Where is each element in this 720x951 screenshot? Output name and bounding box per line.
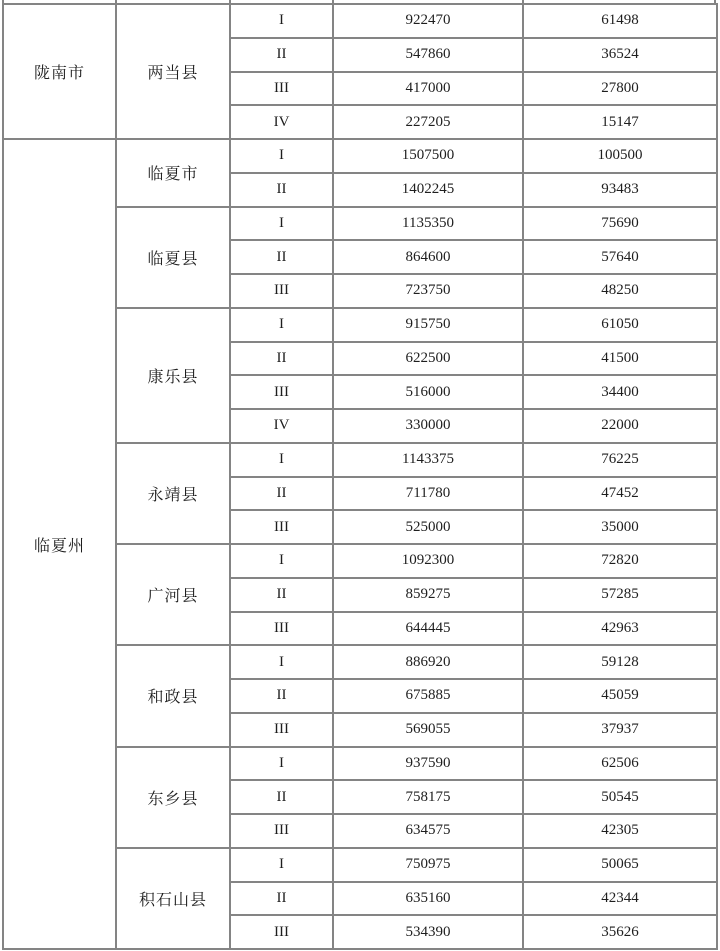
value-col2-cell: 62506 (523, 747, 717, 781)
grade-cell: II (230, 882, 333, 916)
grade-cell: I (230, 544, 333, 578)
value-col1-cell: 1402245 (333, 173, 523, 207)
value-col1-cell: 723750 (333, 274, 523, 308)
value-col1-cell: 417000 (333, 72, 523, 106)
value-col1-cell: 758175 (333, 780, 523, 814)
value-col1-cell: 1092300 (333, 544, 523, 578)
grade-cell: I (230, 139, 333, 173)
value-col2-cell: 59128 (523, 645, 717, 679)
value-col2-cell: 57640 (523, 240, 717, 274)
value-col2-cell: 35000 (523, 510, 717, 544)
value-col1-cell: 922470 (333, 4, 523, 38)
grade-cell: III (230, 375, 333, 409)
value-col1-cell: 1135350 (333, 207, 523, 241)
grade-cell: III (230, 713, 333, 747)
region-cell: 陇南市 (3, 4, 116, 139)
value-col1-cell: 569055 (333, 713, 523, 747)
grade-cell: II (230, 173, 333, 207)
value-col1-cell: 675885 (333, 679, 523, 713)
value-col2-cell: 100500 (523, 139, 717, 173)
region-cell: 临夏州 (3, 139, 116, 949)
county-cell: 东乡县 (116, 747, 230, 848)
county-cell: 临夏市 (116, 139, 230, 207)
grade-cell: II (230, 38, 333, 72)
value-col2-cell: 45059 (523, 679, 717, 713)
value-col2-cell: 27800 (523, 72, 717, 106)
grade-cell: II (230, 780, 333, 814)
value-col1-cell: 635160 (333, 882, 523, 916)
value-col1-cell: 547860 (333, 38, 523, 72)
county-cell: 和政县 (116, 645, 230, 746)
value-col1-cell: 227205 (333, 105, 523, 139)
value-col2-cell: 75690 (523, 207, 717, 241)
value-col2-cell: 61050 (523, 308, 717, 342)
grade-cell: III (230, 72, 333, 106)
value-col1-cell: 516000 (333, 375, 523, 409)
value-col2-cell: 72820 (523, 544, 717, 578)
grade-cell: I (230, 747, 333, 781)
value-col1-cell: 1507500 (333, 139, 523, 173)
value-col1-cell: 711780 (333, 477, 523, 511)
grade-cell: II (230, 578, 333, 612)
value-col2-cell: 93483 (523, 173, 717, 207)
compensation-table (2, 3, 718, 950)
county-cell: 临夏县 (116, 207, 230, 308)
grade-cell: IV (230, 105, 333, 139)
value-col1-cell: 1143375 (333, 443, 523, 477)
table-row (3, 4, 717, 38)
value-col2-cell: 61498 (523, 4, 717, 38)
grade-cell: I (230, 848, 333, 882)
value-col2-cell: 15147 (523, 105, 717, 139)
value-col1-cell: 644445 (333, 612, 523, 646)
value-col1-cell: 915750 (333, 308, 523, 342)
value-col2-cell: 34400 (523, 375, 717, 409)
grade-cell: II (230, 477, 333, 511)
table-row (3, 139, 717, 173)
value-col1-cell: 886920 (333, 645, 523, 679)
value-col1-cell: 330000 (333, 409, 523, 443)
value-col2-cell: 50065 (523, 848, 717, 882)
grade-cell: III (230, 274, 333, 308)
value-col2-cell: 37937 (523, 713, 717, 747)
value-col1-cell: 859275 (333, 578, 523, 612)
value-col2-cell: 42344 (523, 882, 717, 916)
grade-cell: II (230, 679, 333, 713)
county-cell: 广河县 (116, 544, 230, 645)
value-col1-cell: 622500 (333, 342, 523, 376)
grade-cell: I (230, 4, 333, 38)
value-col2-cell: 36524 (523, 38, 717, 72)
grade-cell: III (230, 612, 333, 646)
grade-cell: I (230, 308, 333, 342)
grade-cell: IV (230, 409, 333, 443)
value-col1-cell: 525000 (333, 510, 523, 544)
county-cell: 积石山县 (116, 848, 230, 949)
value-col2-cell: 47452 (523, 477, 717, 511)
grade-cell: III (230, 814, 333, 848)
value-col2-cell: 50545 (523, 780, 717, 814)
value-col2-cell: 35626 (523, 915, 717, 949)
value-col2-cell: 41500 (523, 342, 717, 376)
grade-cell: I (230, 645, 333, 679)
value-col2-cell: 42305 (523, 814, 717, 848)
grade-cell: II (230, 240, 333, 274)
value-col2-cell: 48250 (523, 274, 717, 308)
value-col2-cell: 57285 (523, 578, 717, 612)
value-col2-cell: 76225 (523, 443, 717, 477)
grade-cell: II (230, 342, 333, 376)
county-cell: 两当县 (116, 4, 230, 139)
grade-cell: III (230, 510, 333, 544)
value-col1-cell: 534390 (333, 915, 523, 949)
value-col1-cell: 634575 (333, 814, 523, 848)
value-col1-cell: 750975 (333, 848, 523, 882)
grade-cell: I (230, 443, 333, 477)
grade-cell: III (230, 915, 333, 949)
value-col1-cell: 864600 (333, 240, 523, 274)
county-cell: 康乐县 (116, 308, 230, 443)
grade-cell: I (230, 207, 333, 241)
county-cell: 永靖县 (116, 443, 230, 544)
value-col2-cell: 22000 (523, 409, 717, 443)
value-col1-cell: 937590 (333, 747, 523, 781)
value-col2-cell: 42963 (523, 612, 717, 646)
